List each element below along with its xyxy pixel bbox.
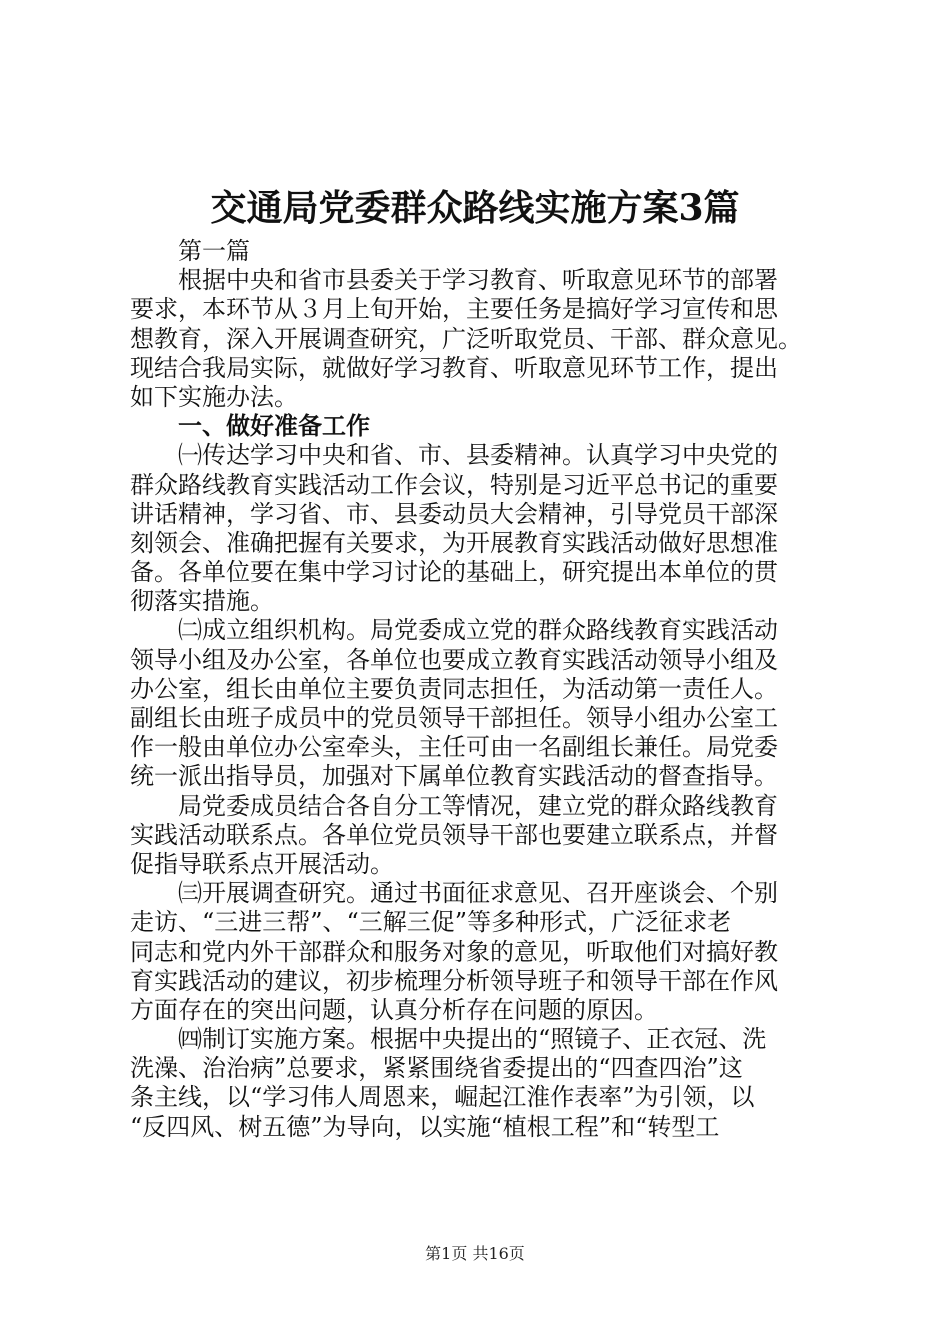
body-text-line: ㈢开展调查研究。通过书面征求意见、召开座谈会、个别 — [178, 879, 778, 908]
body-text-line: 备。各单位要在集中学习讨论的基础上，研究提出本单位的贯 — [130, 558, 778, 587]
page-footer: 第1页 共16页 — [425, 1244, 525, 1263]
body-text-line: 要求，本环节从３月上旬开始，主要任务是搞好学习宣传和思 — [130, 295, 778, 324]
body-text-line: 刻领会、准确把握有关要求，为开展教育实践活动做好思想准 — [130, 528, 778, 557]
body-text-line: 育实践活动的建议，初步梳理分析领导班子和领导干部在作风 — [130, 966, 778, 995]
body-text-line: 统一派出指导员，加强对下属单位教育实践活动的督查指导。 — [130, 762, 778, 791]
body-text-line: ㈣制订实施方案。根据中央提出的“照镜子、正衣冠、洗 — [178, 1025, 767, 1054]
body-text-line: ㈡成立组织机构。局党委成立党的群众路线教育实践活动 — [178, 616, 778, 645]
body-text-line: 想教育，深入开展调查研究，广泛听取党员、干部、群众意见。 — [130, 324, 802, 353]
body-text-line: 方面存在的突出问题，认真分析存在问题的原因。 — [130, 995, 658, 1024]
document-title: 交通局党委群众路线实施方案3篇 — [210, 187, 740, 229]
document-body — [130, 237, 830, 1142]
body-text-line: 讲话精神，学习省、市、县委动员大会精神，引导党员干部深 — [130, 499, 778, 528]
section-heading: 一、做好准备工作 — [178, 412, 370, 441]
body-text-line: 办公室，组长由单位主要负责同志担任，为活动第一责任人。 — [130, 674, 778, 703]
body-text-line: “反四风、树五德”为导向，以实施“植根工程”和“转型工 — [130, 1112, 720, 1141]
body-text-line: 作一般由单位办公室牵头，主任可由一名副组长兼任。局党委 — [130, 733, 778, 762]
body-text-line: 如下实施办法。 — [130, 382, 298, 411]
body-text-line: 同志和党内外干部群众和服务对象的意见，听取他们对搞好教 — [130, 937, 778, 966]
body-text-line: 第一篇 — [178, 237, 250, 265]
body-text-line: 促指导联系点开展活动。 — [130, 849, 394, 878]
body-text-line: 群众路线教育实践活动工作会议，特别是习近平总书记的重要 — [130, 470, 778, 499]
body-text-line: 洗澡、治治病”总要求，紧紧围绕省委提出的“四查四治”这 — [130, 1054, 743, 1083]
body-text-line: 根据中央和省市县委关于学习教育、听取意见环节的部署 — [178, 266, 778, 295]
body-text-line: 局党委成员结合各自分工等情况，建立党的群众路线教育 — [178, 791, 778, 820]
body-text-line: 走访、“三进三帮”、“三解三促”等多种形式，广泛征求老 — [130, 908, 732, 937]
body-text-line: ㈠传达学习中央和省、市、县委精神。认真学习中央党的 — [178, 441, 778, 470]
body-text-line: 实践活动联系点。各单位党员领导干部也要建立联系点，并督 — [130, 820, 778, 849]
body-text-line: 彻落实措施。 — [130, 587, 274, 616]
body-text-line: 条主线，以“学习伟人周恩来，崛起江淮作表率”为引领，以 — [130, 1083, 755, 1112]
body-text-line: 现结合我局实际，就做好学习教育、听取意见环节工作，提出 — [130, 353, 778, 382]
body-text-line: 领导小组及办公室，各单位也要成立教育实践活动领导小组及 — [130, 645, 778, 674]
body-text-line: 副组长由班子成员中的党员领导干部担任。领导小组办公室工 — [130, 704, 778, 732]
